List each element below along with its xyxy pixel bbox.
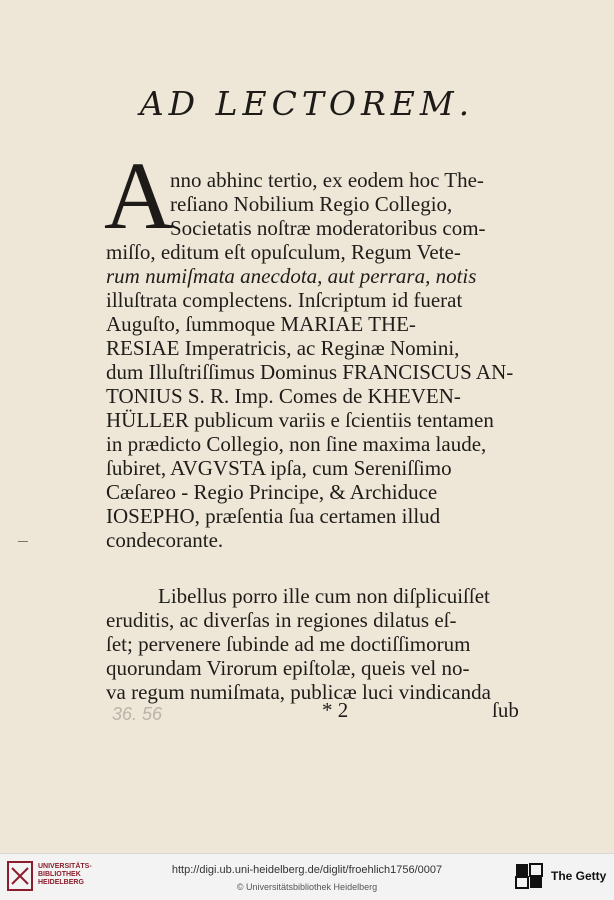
viewer-footer <box>0 853 614 900</box>
text-line: rum numiſmata anecdota, aut perrara, notis <box>106 264 477 288</box>
permalink-url[interactable]: http://digi.ub.uni-heidelberg.de/diglit/froehlich1756/0007 <box>171 864 443 876</box>
pencil-note: 36. 56 <box>112 704 163 724</box>
text-line: HÜLLER publicum variis e ſcientiis tentamen <box>106 408 494 432</box>
text-line: in prædicto Collegio, non ſine maxima laude, <box>106 432 487 456</box>
text-line: dum Illuſtriſſimus Dominus FRANCISCUS AN- <box>106 360 514 384</box>
catchword: ſub <box>492 698 519 722</box>
margin-mark <box>18 541 28 542</box>
library-name: UNIVERSITÄTS- BIBLIOTHEK HEIDELBERG <box>38 863 92 886</box>
text-line: Societatis noſtræ moderatoribus com- <box>170 216 486 240</box>
copyright-notice: © Universitätsbibliothek Heidelberg <box>236 882 378 892</box>
partner-name[interactable]: The Getty <box>551 869 607 883</box>
text-line: condecorante. <box>106 528 224 552</box>
drop-cap: A <box>104 142 174 249</box>
text-line: TONIUS S. R. Imp. Comes de KHEVEN- <box>106 384 461 408</box>
text-line: quorundam Virorum epiſtolæ, queis vel no- <box>106 656 470 680</box>
text-line: Cæſareo - Regio Principe, & Archiduce <box>106 480 438 504</box>
text-line: illuſtrata complectens. Inſcriptum id fuerat <box>106 288 463 312</box>
text-line: ſet; pervenere ſubinde ad me doctiſſimorum <box>106 632 471 656</box>
getty-logo-icon[interactable] <box>515 863 543 889</box>
text-line: Auguſto, ſummoque MARIAE THE- <box>106 312 416 336</box>
text-line: Libellus porro ille cum non diſplicuiſſet <box>158 584 490 608</box>
text-line: reſiano Nobilium Regio Collegio, <box>170 192 453 216</box>
text-line: miſſo, editum eſt opuſculum, Regum Vete- <box>106 240 461 264</box>
text-line: ſubiret, AVGVSTA ipſa, cum Sereniſſimo <box>106 456 452 480</box>
text-line: va regum numiſmata, publicæ luci vindicanda <box>106 680 491 704</box>
text-line: IOSEPHO, præſentia ſua certamen illud <box>106 504 441 528</box>
text-line: eruditis, ac diverſas in regiones dilatus eſ- <box>106 608 457 632</box>
page-title: AD LECTOREM. <box>139 84 475 123</box>
text-line: RESIAE Imperatricis, ac Reginæ Nomini, <box>106 336 460 360</box>
signature-mark: * 2 <box>322 698 349 722</box>
text-line: nno abhinc tertio, ex eodem hoc The- <box>170 168 484 192</box>
